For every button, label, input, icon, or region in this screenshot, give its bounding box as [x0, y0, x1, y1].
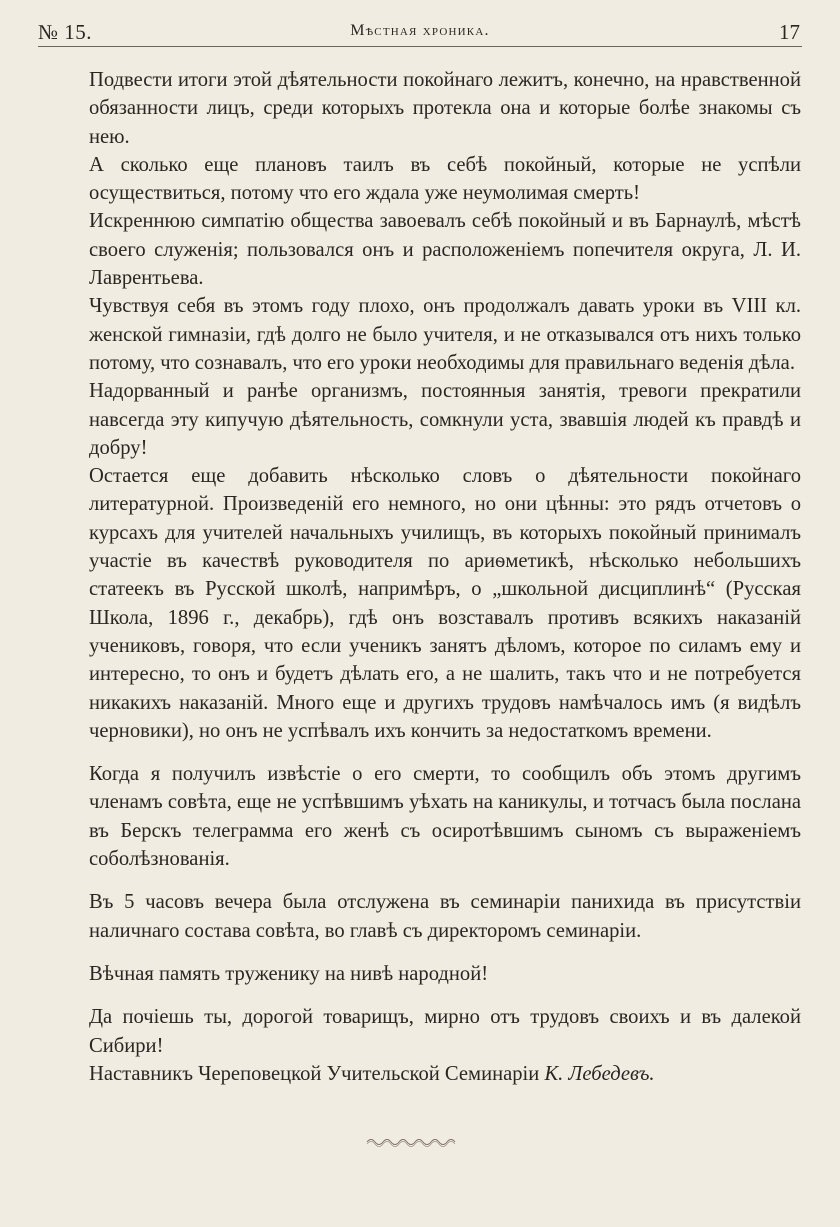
signature-name: К. Лебедевъ.	[544, 1062, 655, 1085]
paragraph-3: Искреннюю симпатію общества завоевалъ себѣ покойный и въ Барнаулѣ, мѣстѣ своего служенія; пользовался онъ и расположеніемъ попечителя округа, Л. И. Лаврентьева.	[89, 210, 801, 290]
paragraph-6: Остается еще добавить нѣсколько словъ о дѣятельности покойнаго литературной. Произведеній его немного, но они цѣнны: это рядъ отчетовъ о курсахъ для учителей начальныхъ училищъ, въ которыхъ покойный принималъ участіе въ качествѣ руководителя по ариѳметикѣ, нѣсколько небольшихъ статеекъ въ Русской школѣ, напримѣръ, о „школьной дисциплинѣ“ (Русская Школа, 1896 г., декабрь), гдѣ онъ возставалъ противъ всякихъ наказаній учениковъ, говоря, что если ученикъ занятъ дѣломъ, которое по силамъ ему и интересно, то онъ и будетъ дѣлать его, а не шалить, такъ что и не потребуется никакихъ наказаній. Много еще и другихъ трудовъ намѣчалось имъ (я видѣлъ черновики), но онъ не успѣвалъ ихъ кончить за недостаткомъ времени.	[89, 465, 801, 742]
ornament-divider	[365, 1135, 459, 1149]
paragraph-2: А сколько еще плановъ таилъ въ себѣ покойный, которые не успѣли осуществиться, потому что его ждала уже неумолимая смерть!	[89, 153, 801, 205]
paragraph-7: Когда я получилъ извѣстіе о его смерти, то сообщилъ объ этомъ другимъ членамъ совѣта, еще не успѣвшимъ уѣхать на каникулы, и тотчасъ была послана въ Берскъ телеграмма его женѣ съ осиротѣвшимъ сыномъ съ выраженіемъ соболѣзнованія.	[89, 763, 801, 871]
page-header	[38, 18, 802, 47]
page-number: 17	[779, 20, 800, 44]
paragraph-4: Чувствуя себя въ этомъ году плохо, онъ продолжалъ давать уроки въ VIII кл. женской гимназіи, гдѣ долго не было учителя, и не отказывался отъ нихъ только потому, что сознавалъ, что его уроки необходимы для правильнаго веденія дѣла.	[89, 295, 801, 374]
issue-number: № 15.	[38, 20, 93, 44]
article-body	[89, 66, 801, 1088]
paragraph-8: Въ 5 часовъ вечера была отслужена въ семинаріи панихида въ присутствіи наличнаго состава совѣта, во главѣ съ директоромъ семинаріи.	[89, 891, 801, 942]
paragraph-1: Подвести итоги этой дѣятельности покойнаго лежитъ, конечно, на нравственной обязанности лицъ, среди которыхъ протекла она и которые болѣе знакомы съ нею.	[89, 69, 801, 148]
section-title: Мѣстная хроника.	[350, 22, 490, 39]
signature-text: Наставникъ Череповецкой Учительской Семинаріи	[89, 1062, 540, 1085]
paragraph-5: Надорванный и ранѣе организмъ, постоянныя занятія, тревоги прекратили навсегда эту кипучую дѣятельность, сомкнули уста, звавшія людей къ правдѣ и добру!	[89, 380, 801, 459]
signature-line	[89, 1060, 801, 1088]
paragraph-9: Вѣчная память труженику на нивѣ народной!	[89, 962, 489, 985]
paragraph-10: Да почіешь ты, дорогой товарищъ, мирно отъ трудовъ своихъ и въ далекой Сибири!	[89, 1006, 801, 1057]
